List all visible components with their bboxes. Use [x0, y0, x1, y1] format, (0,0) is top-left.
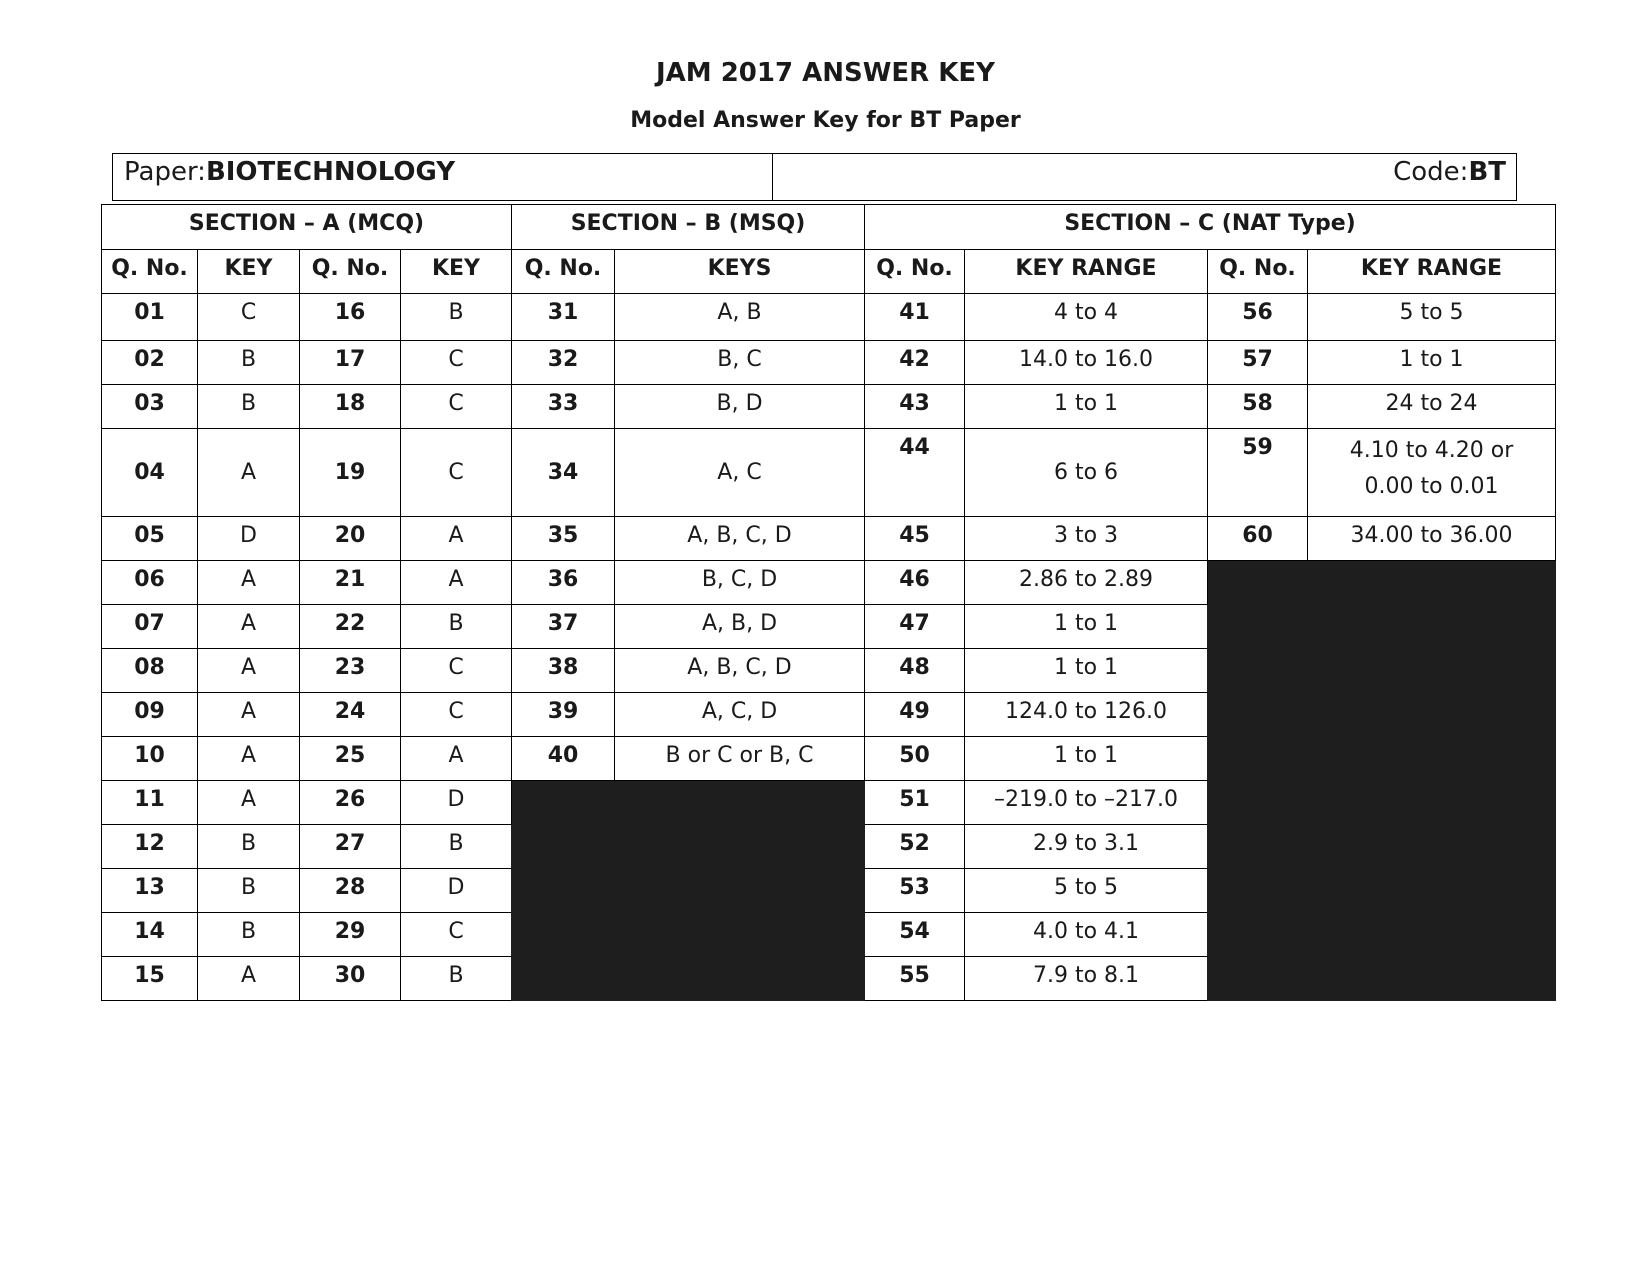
answer-keys: B, D [615, 385, 865, 429]
col-header-qno: Q. No. [300, 250, 401, 294]
key-range: –219.0 to –217.0 [965, 781, 1208, 825]
col-header-qno: Q. No. [1208, 250, 1308, 294]
answer-key: C [401, 341, 512, 385]
question-number: 37 [512, 605, 615, 649]
key-range: 14.0 to 16.0 [965, 341, 1208, 385]
key-range: 124.0 to 126.0 [965, 693, 1208, 737]
question-number: 19 [300, 429, 401, 517]
key-range: 4 to 4 [965, 294, 1208, 341]
answer-key: B [401, 294, 512, 341]
question-number: 50 [865, 737, 965, 781]
column-header-row [102, 250, 1556, 294]
table-row [102, 561, 1556, 605]
question-number: 15 [102, 957, 198, 1001]
paper-label: Paper: [124, 157, 206, 187]
code-label: Code: [1393, 157, 1469, 187]
key-range: 5 to 5 [965, 869, 1208, 913]
answer-keys: A, C [615, 429, 865, 517]
answer-key: A [198, 561, 300, 605]
question-number: 04 [102, 429, 198, 517]
question-number: 60 [1208, 517, 1308, 561]
col-header-key: KEY [198, 250, 300, 294]
question-number: 27 [300, 825, 401, 869]
answer-key: C [198, 294, 300, 341]
question-number: 25 [300, 737, 401, 781]
question-number: 10 [102, 737, 198, 781]
question-number: 55 [865, 957, 965, 1001]
question-number: 12 [102, 825, 198, 869]
question-number: 23 [300, 649, 401, 693]
section-c-header: SECTION – C (NAT Type) [865, 205, 1556, 250]
key-range-line: 0.00 to 0.01 [1364, 474, 1499, 499]
key-range: 6 to 6 [965, 429, 1208, 517]
key-range: 1 to 1 [965, 737, 1208, 781]
answer-key: C [401, 385, 512, 429]
question-number: 16 [300, 294, 401, 341]
blacked-out-cell [1208, 561, 1556, 1001]
section-header-row [102, 205, 1556, 250]
question-number: 24 [300, 693, 401, 737]
question-number: 54 [865, 913, 965, 957]
question-number: 43 [865, 385, 965, 429]
table-row [102, 294, 1556, 341]
question-number: 33 [512, 385, 615, 429]
question-number: 36 [512, 561, 615, 605]
key-range: 3 to 3 [965, 517, 1208, 561]
question-number: 44 [865, 429, 965, 517]
question-number: 22 [300, 605, 401, 649]
answer-key: A [198, 737, 300, 781]
question-number: 02 [102, 341, 198, 385]
col-header-key-range: KEY RANGE [1308, 250, 1556, 294]
question-number: 40 [512, 737, 615, 781]
col-header-key: KEY [401, 250, 512, 294]
question-number: 34 [512, 429, 615, 517]
question-number: 18 [300, 385, 401, 429]
question-number: 03 [102, 385, 198, 429]
key-range-line: 4.10 to 4.20 or [1349, 438, 1514, 463]
code-value: BT [1468, 157, 1506, 187]
paper-name-cell [113, 154, 773, 200]
answer-key: A [198, 957, 300, 1001]
question-number: 17 [300, 341, 401, 385]
answer-keys: A, B, C, D [615, 517, 865, 561]
question-number: 35 [512, 517, 615, 561]
question-number: 14 [102, 913, 198, 957]
table-row [102, 385, 1556, 429]
question-number: 07 [102, 605, 198, 649]
question-number: 06 [102, 561, 198, 605]
question-number: 30 [300, 957, 401, 1001]
answer-key: B [198, 913, 300, 957]
question-number: 31 [512, 294, 615, 341]
table-row [102, 429, 1556, 517]
key-range: 1 to 1 [965, 649, 1208, 693]
answer-key: D [401, 781, 512, 825]
answer-key: B [401, 605, 512, 649]
question-number: 57 [1208, 341, 1308, 385]
answer-key: C [401, 913, 512, 957]
answer-key: A [198, 781, 300, 825]
question-number: 46 [865, 561, 965, 605]
col-header-qno: Q. No. [512, 250, 615, 294]
question-number: 41 [865, 294, 965, 341]
key-range: 34.00 to 36.00 [1308, 517, 1556, 561]
answer-keys: B, C, D [615, 561, 865, 605]
question-number: 58 [1208, 385, 1308, 429]
question-number: 59 [1208, 429, 1308, 517]
answer-keys: A, B, D [615, 605, 865, 649]
table-row [102, 341, 1556, 385]
key-range: 5 to 5 [1308, 294, 1556, 341]
answer-key: B [198, 825, 300, 869]
question-number: 53 [865, 869, 965, 913]
blacked-out-cell [512, 781, 865, 1001]
question-number: 56 [1208, 294, 1308, 341]
question-number: 49 [865, 693, 965, 737]
paper-info-row [112, 153, 1517, 201]
question-number: 20 [300, 517, 401, 561]
question-number: 09 [102, 693, 198, 737]
section-a-header: SECTION – A (MCQ) [102, 205, 512, 250]
answer-key-table [101, 204, 1556, 1001]
key-range: 7.9 to 8.1 [965, 957, 1208, 1001]
answer-key: D [401, 869, 512, 913]
answer-key: A [198, 605, 300, 649]
question-number: 01 [102, 294, 198, 341]
question-number: 28 [300, 869, 401, 913]
answer-key: C [401, 693, 512, 737]
question-number: 39 [512, 693, 615, 737]
answer-keys: B or C or B, C [615, 737, 865, 781]
question-number: 05 [102, 517, 198, 561]
answer-key: B [198, 869, 300, 913]
page-subtitle: Model Answer Key for BT Paper [630, 108, 1021, 133]
answer-key: C [401, 429, 512, 517]
answer-keys: A, C, D [615, 693, 865, 737]
question-number: 26 [300, 781, 401, 825]
question-number: 52 [865, 825, 965, 869]
key-range: 2.86 to 2.89 [965, 561, 1208, 605]
key-range: 24 to 24 [1308, 385, 1556, 429]
key-range-multiline [1308, 429, 1556, 517]
col-header-keys: KEYS [615, 250, 865, 294]
answer-key: A [401, 561, 512, 605]
answer-key: B [198, 385, 300, 429]
question-number: 47 [865, 605, 965, 649]
answer-key: A [401, 517, 512, 561]
answer-key: B [401, 825, 512, 869]
section-b-header: SECTION – B (MSQ) [512, 205, 865, 250]
answer-keys: A, B [615, 294, 865, 341]
question-number: 45 [865, 517, 965, 561]
answer-key: A [401, 737, 512, 781]
question-number: 21 [300, 561, 401, 605]
question-number: 48 [865, 649, 965, 693]
question-number: 42 [865, 341, 965, 385]
question-number: 13 [102, 869, 198, 913]
answer-key: A [198, 649, 300, 693]
question-number: 08 [102, 649, 198, 693]
question-number: 32 [512, 341, 615, 385]
paper-value: BIOTECHNOLOGY [205, 157, 456, 187]
col-header-key-range: KEY RANGE [965, 250, 1208, 294]
key-range: 1 to 1 [965, 605, 1208, 649]
table-row [102, 517, 1556, 561]
answer-key: B [198, 341, 300, 385]
col-header-qno: Q. No. [102, 250, 198, 294]
key-range: 1 to 1 [965, 385, 1208, 429]
col-header-qno: Q. No. [865, 250, 965, 294]
question-number: 29 [300, 913, 401, 957]
answer-key: A [198, 693, 300, 737]
question-number: 38 [512, 649, 615, 693]
answer-key: C [401, 649, 512, 693]
key-range: 1 to 1 [1308, 341, 1556, 385]
question-number: 51 [865, 781, 965, 825]
answer-key: D [198, 517, 300, 561]
question-number: 11 [102, 781, 198, 825]
page-title: JAM 2017 ANSWER KEY [656, 58, 995, 88]
key-range: 2.9 to 3.1 [965, 825, 1208, 869]
answer-keys: A, B, C, D [615, 649, 865, 693]
answer-keys: B, C [615, 341, 865, 385]
paper-code-cell [773, 154, 1516, 200]
key-range: 4.0 to 4.1 [965, 913, 1208, 957]
answer-key: A [198, 429, 300, 517]
answer-key: B [401, 957, 512, 1001]
